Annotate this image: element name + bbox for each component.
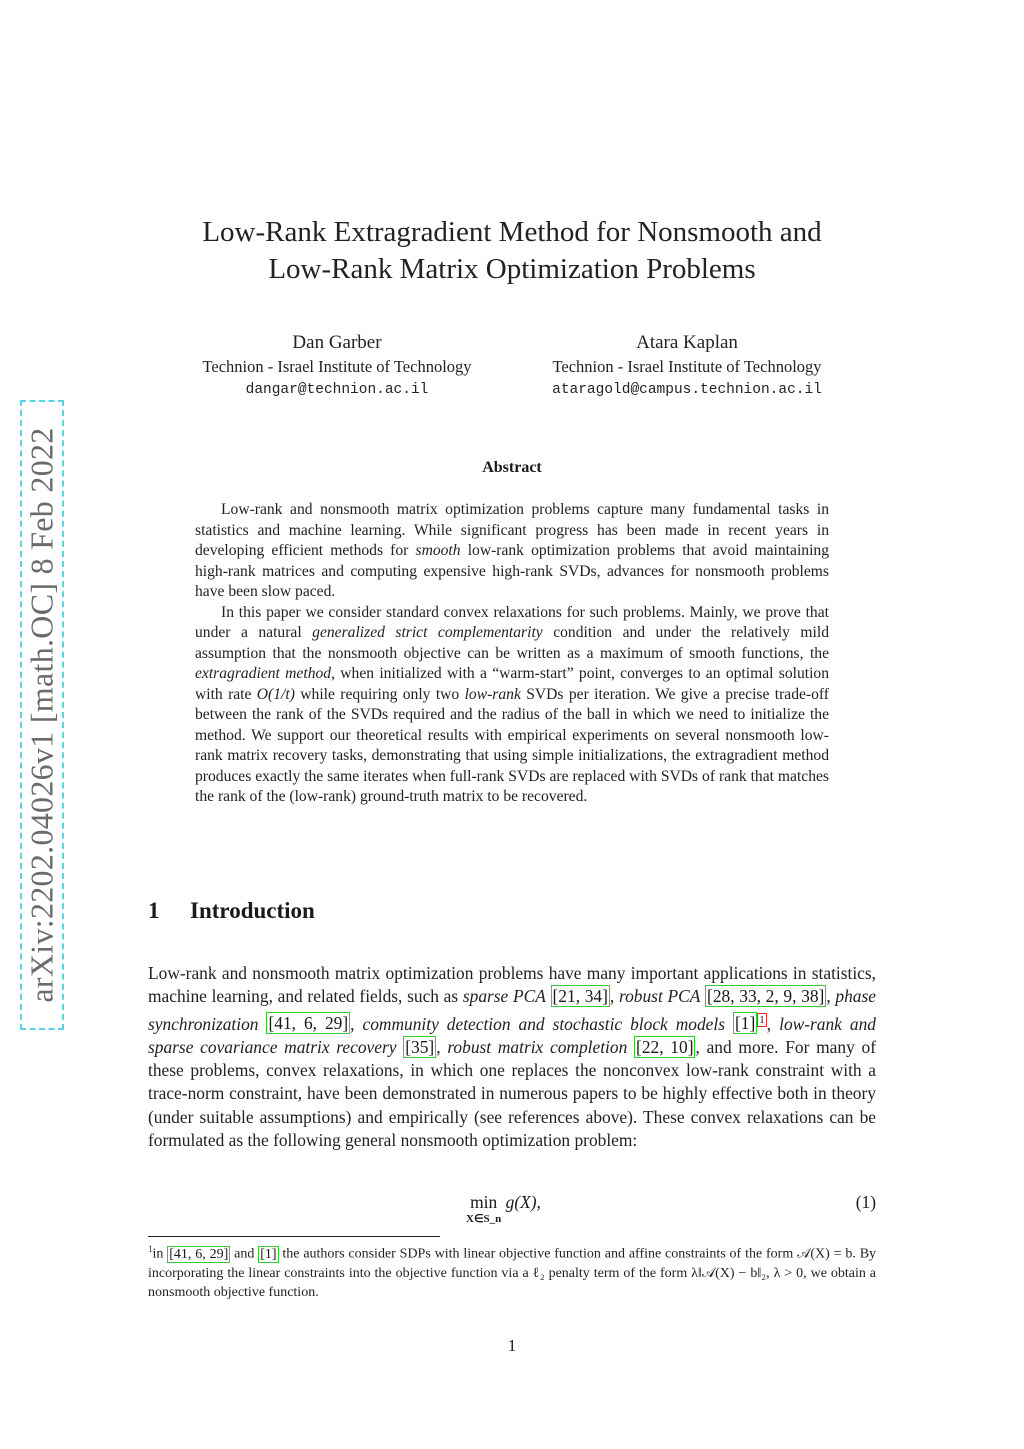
citation-link[interactable]: [1]: [735, 1013, 756, 1034]
citation-link[interactable]: [22, 10]: [636, 1036, 694, 1057]
footnote-mark: 1: [148, 1244, 153, 1254]
page-number: 1: [507, 1336, 517, 1355]
author-name: Atara Kaplan: [636, 332, 738, 353]
section-title: Introduction: [190, 898, 315, 923]
author-block-1: [178, 330, 496, 402]
section-number: 1: [148, 898, 160, 923]
equation-1: [148, 1190, 876, 1230]
introduction-body: [148, 962, 876, 1152]
citation-link[interactable]: [1]: [260, 1246, 277, 1262]
author-affiliation: Technion - Israel Institute of Technology: [202, 357, 472, 376]
citation-link[interactable]: [41, 6, 29]: [268, 1013, 349, 1034]
author-affiliation: Technion - Israel Institute of Technology: [552, 357, 822, 376]
paper-title: [120, 214, 904, 288]
section-heading: [148, 898, 315, 924]
author-email[interactable]: dangar@technion.ac.il: [245, 382, 429, 398]
equation-operator: min: [470, 1192, 498, 1212]
equation-body: g(X),: [505, 1192, 541, 1212]
abstract-paragraph-2: In this paper we consider standard convex relaxations for such problems. Mainly, we prove that under a natural generalized strict complementarity condition and under the relatively mild assumption that the nonsmooth objective can be written as a maximum of smooth functions, the extragradient method, when initialized with a “warm-start” point, converges to an optimal solution with rate O(1/t) while requiring only two low-rank SVDs per iteration. We give a precise trade-off between the rank of the SVDs required and the radius of the ball in which we need to initialize the method. We support our theoretical results with empirical experiments on several nonsmooth low-rank matrix recovery tasks, demonstrating that using simple initializations, the extragradient method produces exactly the same iterates when full-rank SVDs are replaced with SVDs of rank that matches the rank of the (low-rank) ground-truth matrix to be recovered.: [195, 603, 830, 805]
abstract-body: [195, 500, 829, 808]
equation-expression: [466, 1192, 541, 1225]
citation-link[interactable]: [28, 33, 2, 9, 38]: [707, 986, 825, 1007]
citation-link[interactable]: [35]: [405, 1036, 435, 1057]
abstract-paragraph-1: Low-rank and nonsmooth matrix optimization problems capture many fundamental tasks in statistics and machine learning. While significant progress has been made in recent years in developing efficient methods for smooth low-rank optimization problems that avoid maintaining high-rank matrices and computing expensive high-rank SVDs, advances for nonsmooth problems have been slow paced.: [195, 501, 829, 600]
abstract-heading: Abstract: [482, 459, 542, 476]
title-line-2: Low-Rank Matrix Optimization Problems: [268, 253, 756, 285]
author-block-2: [528, 330, 846, 402]
arxiv-identifier-text: arXiv:2202.04026v1 [math.OC] 8 Feb 2022: [23, 427, 60, 1003]
arxiv-identifier-stamp[interactable]: [20, 400, 64, 1030]
introduction-paragraph: Low-rank and nonsmooth matrix optimization problems have many important applications in statistics, machine learning, and related fields, such as sparse PCA [21, 34] , robust PCA [28, 33, 2, 9, 38] , phase synchronization [41, 6, 29] , community detection and stochastic block models [1] $^1$ , low-rank and sparse covariance matrix recovery [35] , robust matrix completion [22, 10] , and more. For many of these problems, convex relaxations, in which one replaces the nonconvex low-rank constraint with a trace-norm constraint, have been demonstrated in numerous papers to be highly effective both in theory (under suitable assumptions) and empirically (see references above). These convex relaxations can be formulated as the following general nonsmooth optimization problem:: [148, 963, 876, 1150]
equation-number: (1): [855, 1192, 876, 1212]
title-line-1: Low-Rank Extragradient Method for Nonsmooth and: [202, 216, 822, 248]
footnote-reference-link[interactable]: 1: [759, 1013, 765, 1026]
footnote: $^1$in [41, 6, 29] and [1] the authors consider SDPs with linear objective function and affine constraints of the form 𝒜(X) = b. By incorporating the linear constraints into the objective function via a ℓ₂ penalty term of the form λ‖𝒜(X) − b‖₂, λ > 0, we obtain a nonsmooth objective function.: [148, 1244, 877, 1300]
author-name: Dan Garber: [292, 332, 382, 353]
footnote-divider: [148, 1236, 440, 1237]
citation-link[interactable]: [41, 6, 29]: [169, 1246, 229, 1262]
citation-link[interactable]: [21, 34]: [552, 986, 608, 1007]
equation-subscript: X∈S_n: [466, 1213, 502, 1225]
author-email[interactable]: ataragold@campus.technion.ac.il: [552, 382, 822, 398]
